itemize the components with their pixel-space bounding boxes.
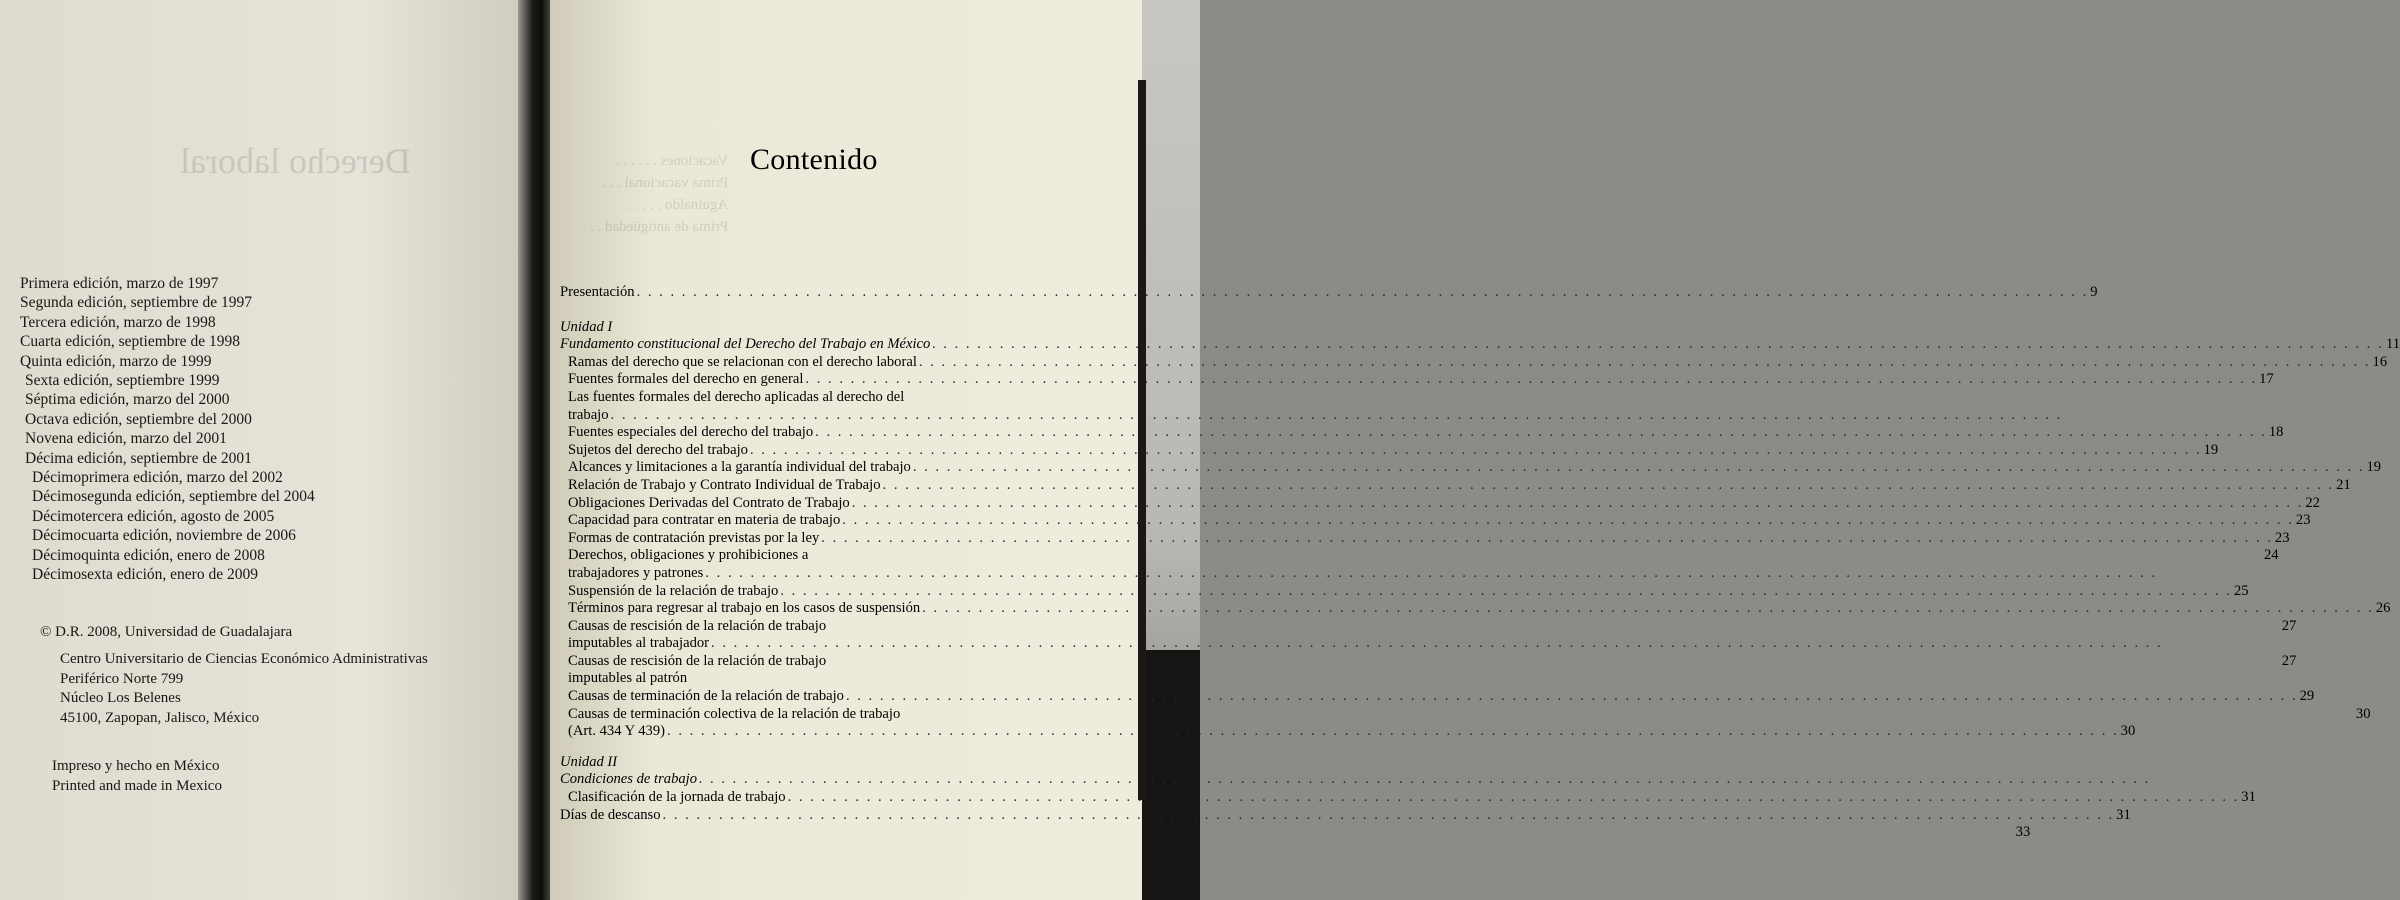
- toc-entry-label: Fuentes formales del derecho en general: [568, 371, 804, 388]
- edition-item: Segunda edición, septiembre de 1997: [20, 294, 253, 312]
- toc-entry-page: 21: [2336, 476, 2351, 493]
- toc-entry-label: Obligaciones Derivadas del Contrato de Trabajo: [568, 494, 850, 511]
- left-page: [0, 0, 520, 900]
- toc-entry-label: Ramas del derecho que se relacionan con el derecho laboral: [568, 353, 917, 370]
- show-through-text: Vacaciones . . . . . . Prima vacacional . . . Aguinaldo . . . . . Prima de antigüedad . .: [590, 153, 729, 235]
- leader-dots: [705, 565, 2157, 583]
- toc-entry-label: Causas de rescisión de la relación de trabajo: [568, 652, 827, 669]
- toc-entry[interactable]: [560, 565, 988, 583]
- leader-dots: [637, 284, 2089, 302]
- edition-item: Quinta edición, marzo de 1999: [20, 352, 212, 370]
- toc-entry-presentation[interactable]: [560, 284, 2098, 302]
- toc-entry-label: Derechos, obligaciones y prohibiciones a: [568, 547, 809, 564]
- printed-notice: [52, 756, 222, 796]
- toc-entry[interactable]: [560, 670, 988, 688]
- editions-list: [20, 274, 315, 585]
- printed-line: Impreso y hecho en México: [52, 758, 220, 774]
- leader-dots: [780, 583, 2232, 601]
- leader-dots: [667, 723, 2119, 741]
- edition-item: Décimosexta edición, enero de 2009: [32, 566, 258, 584]
- toc-entry-label: Causas de terminación de la relación de trabajo: [568, 688, 844, 705]
- toc-entry-label: Capacidad para contratar en materia de trabajo: [568, 512, 841, 529]
- unit-heading: Unidad II: [560, 753, 618, 770]
- toc-entry-page: 25: [2233, 582, 2249, 599]
- address-line: Periférico Norte 799: [60, 670, 184, 687]
- toc-entry-page: 22: [2305, 494, 2320, 511]
- toc-entry-label: Causas de terminación colectiva de la relación de trabajo: [568, 705, 901, 722]
- book-spine: [518, 0, 554, 900]
- toc-entry-page: 19: [2366, 459, 2382, 476]
- toc-entry[interactable]: [560, 652, 2297, 671]
- toc-entry-page: 11: [2385, 336, 2400, 353]
- toc-entry-page: 31: [2241, 789, 2256, 806]
- toc-entry-unit-subtitle[interactable]: [560, 771, 988, 789]
- toc-entry-page: 9: [2090, 284, 2098, 300]
- toc-entry-page: 24: [2263, 547, 2279, 564]
- toc-entry-label: imputables al patrón: [568, 670, 688, 687]
- toc-entry[interactable]: [560, 512, 2311, 530]
- leader-dots: [805, 371, 2257, 389]
- printed-line: Printed and made in Mexico: [52, 778, 222, 794]
- toc-entry-label: trabajo: [568, 406, 609, 423]
- edition-item: Novena edición, marzo del 2001: [25, 430, 227, 448]
- toc-entry-page: 23: [2295, 512, 2311, 529]
- toc-entry-label: Días de descanso: [560, 806, 661, 823]
- book-cover-edge: [1138, 80, 1146, 800]
- toc-entry[interactable]: [560, 806, 2131, 825]
- address-line: Centro Universitario de Ciencias Económico Administrativas: [60, 651, 428, 667]
- edition-item: Tercera edición, marzo de 1998: [20, 313, 216, 331]
- edition-item: Octava edición, septiembre del 2000: [25, 410, 252, 428]
- toc-entry[interactable]: [560, 494, 2320, 513]
- toc-entry-label: Fuentes especiales del derecho del trabajo: [568, 424, 814, 441]
- leader-dots: [699, 771, 2151, 789]
- leader-dots: [750, 442, 2202, 460]
- copyright-notice: © D.R. 2008, Universidad de Guadalajara: [40, 624, 293, 640]
- show-through-title: Derecho laboral: [180, 141, 411, 181]
- toc-entry[interactable]: [560, 705, 2371, 724]
- toc-entry-page: 23: [2274, 529, 2290, 546]
- toc-entry-page: 26: [2375, 600, 2391, 617]
- leader-dots: [663, 807, 2115, 825]
- toc-entry-page: 18: [2268, 424, 2284, 441]
- toc-entry-page: 27: [2281, 652, 2297, 669]
- leader-dots: [919, 354, 2371, 372]
- edition-item: Cuarta edición, septiembre de 1998: [20, 333, 240, 351]
- toc-entry[interactable]: [560, 789, 2256, 807]
- toc-entry-page: 17: [2259, 371, 2274, 388]
- edition-item: Décimocuarta edición, noviembre de 2006: [32, 527, 296, 545]
- toc-entry[interactable]: [560, 547, 2279, 565]
- edition-item: Décimotercera edición, agosto de 2005: [32, 507, 275, 525]
- leader-dots: [913, 459, 2365, 477]
- toc-entry-label: Relación de Trabajo y Contrato Individual de Trabajo: [568, 476, 881, 493]
- toc-entry[interactable]: [560, 407, 988, 425]
- toc-entry-page: 19: [2203, 441, 2219, 458]
- leader-dots: [821, 530, 2273, 548]
- address-line: 45100, Zapopan, Jalisco, México: [60, 709, 260, 726]
- toc-entry-page: 16: [2372, 353, 2388, 370]
- toc-entry-label: Suspensión de la relación de trabajo: [568, 582, 779, 599]
- edition-item: Décimosegunda edición, septiembre del 2004: [32, 488, 315, 506]
- toc-entry-label: Las fuentes formales del derecho aplicadas al derecho del: [568, 388, 905, 405]
- toc-entry-unit-subtitle[interactable]: [560, 336, 2400, 354]
- toc-entry-page: 33: [2015, 824, 2031, 841]
- leader-dots: [711, 635, 2163, 653]
- toc-entry[interactable]: [560, 459, 2382, 477]
- toc-entry[interactable]: [560, 582, 2249, 601]
- leader-dots: [932, 336, 2384, 354]
- toc-entry-label: Causas de rescisión de la relación de trabajo: [568, 617, 827, 634]
- leader-dots: [846, 688, 2298, 706]
- edition-item: Décima edición, septiembre de 2001: [25, 449, 252, 467]
- toc-entry-label: Alcances y limitaciones a la garantía individual del trabajo: [568, 459, 911, 476]
- toc-entry-page: 29: [2299, 688, 2315, 705]
- leader-dots: [815, 424, 2267, 442]
- toc-entry[interactable]: [560, 617, 2297, 636]
- toc-entry-page: 31: [2116, 806, 2131, 823]
- toc-entry-label: Presentación: [560, 284, 635, 300]
- toc-entry[interactable]: [560, 723, 2136, 741]
- leader-dots: [883, 477, 2335, 495]
- toc-entry-label: Condiciones de trabajo: [560, 771, 698, 788]
- toc-entry[interactable]: [560, 688, 2315, 706]
- toc-entry-label: Formas de contratación previstas por la ley: [568, 529, 820, 546]
- edition-item: Décimoprimera edición, marzo del 2002: [32, 469, 283, 487]
- toc-entry-label: trabajadores y patrones: [568, 564, 704, 581]
- toc-entry[interactable]: [560, 600, 2391, 618]
- toc-entry-label: (Art. 434 Y 439): [568, 723, 666, 740]
- publisher-address: [60, 650, 428, 728]
- leader-dots: [852, 495, 2304, 513]
- toc-entry[interactable]: [560, 824, 2031, 842]
- toc-entry-page: 27: [2281, 617, 2297, 634]
- toc-entry-label: Fundamento constitucional del Derecho del Trabajo en México: [560, 336, 931, 353]
- table-of-contents: [560, 284, 2400, 842]
- leader-dots: [788, 789, 2240, 807]
- leader-dots: [842, 512, 2294, 530]
- toc-entry-page: 30: [2355, 705, 2371, 722]
- edition-item: Décimoquinta edición, enero de 2008: [32, 546, 265, 564]
- toc-entry-label: Clasificación de la jornada de trabajo: [568, 789, 786, 806]
- edition-item: Séptima edición, marzo del 2000: [25, 391, 230, 409]
- toc-entry[interactable]: [560, 635, 988, 653]
- toc-entry[interactable]: [560, 371, 2274, 389]
- toc-entry[interactable]: [560, 529, 2290, 548]
- address-line: Núcleo Los Belenes: [60, 690, 181, 707]
- toc-entry-label: Sujetos del derecho del trabajo: [568, 441, 748, 458]
- toc-entry[interactable]: [560, 441, 2219, 460]
- edition-item: Sexta edición, septiembre 1999: [25, 372, 220, 390]
- toc-entry[interactable]: [560, 353, 2388, 372]
- toc-entry-page: 30: [2120, 723, 2136, 740]
- contents-title: Contenido: [750, 143, 878, 176]
- toc-entry[interactable]: [560, 424, 2284, 442]
- toc-entry-label: Términos para regresar al trabajo en los casos de suspensión: [568, 600, 921, 617]
- edition-item: Primera edición, marzo de 1997: [20, 275, 219, 292]
- leader-dots: [611, 407, 2063, 425]
- toc-entry[interactable]: [560, 476, 2351, 495]
- unit-heading: Unidad I: [560, 318, 613, 335]
- toc-entry-label: imputables al trabajador: [568, 635, 710, 652]
